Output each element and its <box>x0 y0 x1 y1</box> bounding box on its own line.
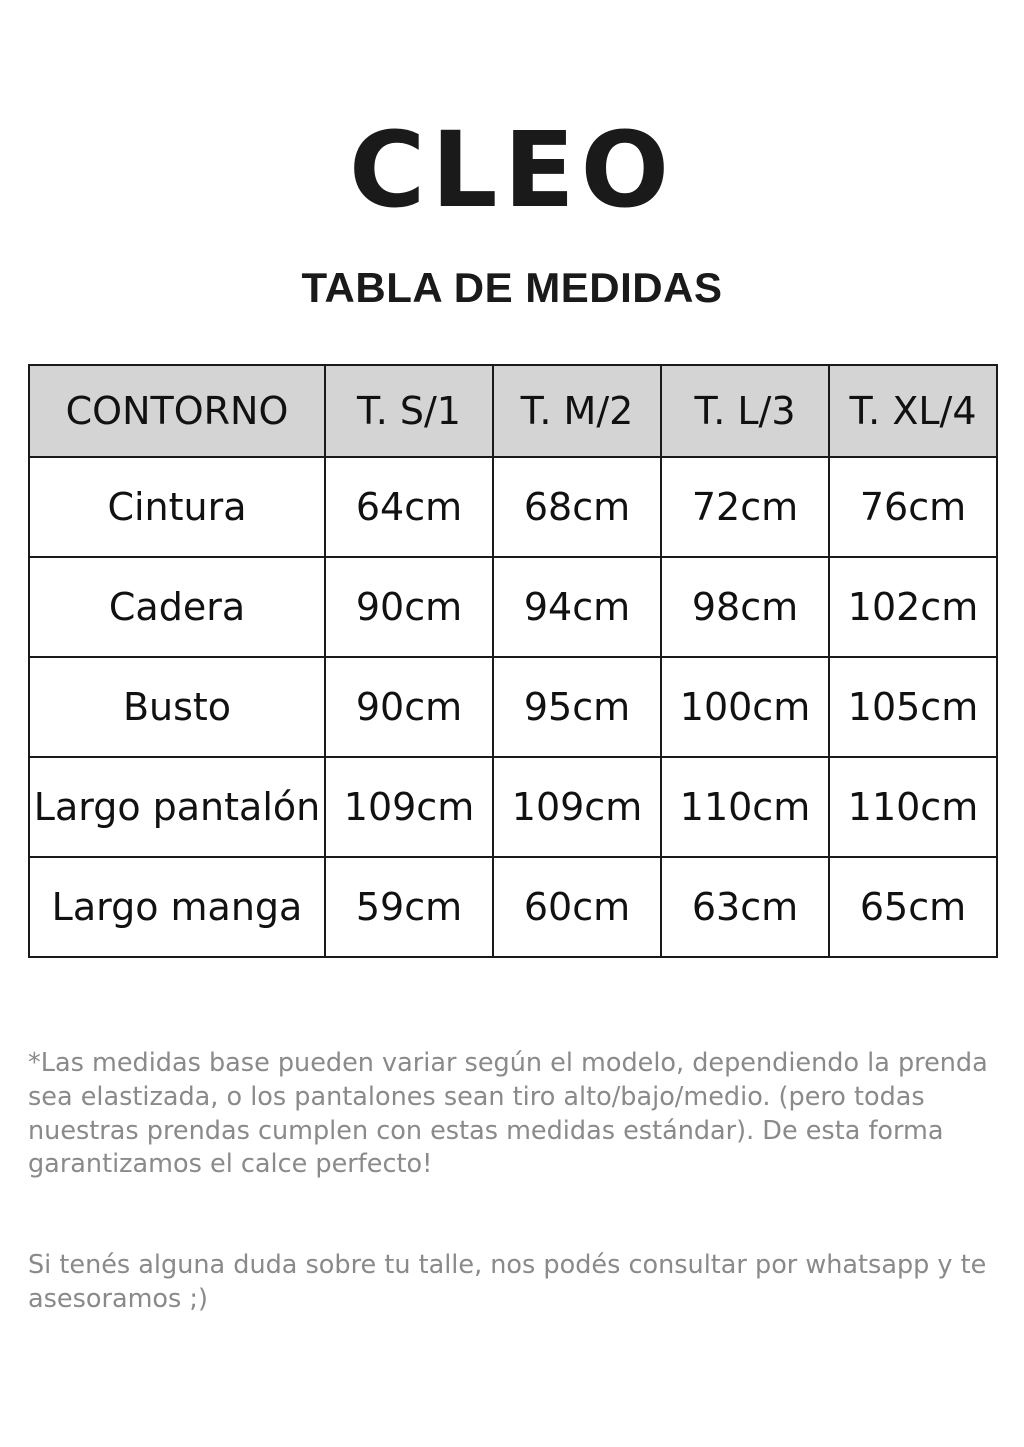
cell-value: 90cm <box>325 557 493 657</box>
cell-value: 64cm <box>325 457 493 557</box>
row-label: Busto <box>29 657 325 757</box>
size-measurements-table <box>28 364 998 958</box>
cell-value: 72cm <box>661 457 829 557</box>
cell-value: 100cm <box>661 657 829 757</box>
row-label: Cadera <box>29 557 325 657</box>
table-header-size-s: T. S/1 <box>325 365 493 457</box>
page-title: TABLA DE MEDIDAS <box>301 264 723 311</box>
cell-value: 95cm <box>493 657 661 757</box>
cell-value: 76cm <box>829 457 997 557</box>
table-row <box>29 857 997 957</box>
row-label: Cintura <box>29 457 325 557</box>
table-header-size-m: T. M/2 <box>493 365 661 457</box>
table-header-contorno: CONTORNO <box>29 365 325 457</box>
brand-title: CLEO <box>348 109 676 231</box>
table-header-size-xl: T. XL/4 <box>829 365 997 457</box>
cell-value: 59cm <box>325 857 493 957</box>
cell-value: 63cm <box>661 857 829 957</box>
cell-value: 109cm <box>325 757 493 857</box>
footnote-paragraph-1: *Las medidas base pueden variar según el modelo, dependiendo la prenda sea elastizada, o los pantalones sean tiro alto/bajo/medio. (pero todas nuestras prendas cumplen con estas medidas estándar). De esta forma garantizamos el calce perfecto! <box>28 1048 996 1180</box>
cell-value: 60cm <box>493 857 661 957</box>
table-row <box>29 757 997 857</box>
cell-value: 105cm <box>829 657 997 757</box>
cell-value: 68cm <box>493 457 661 557</box>
cell-value: 90cm <box>325 657 493 757</box>
row-label: Largo manga <box>29 857 325 957</box>
footnote <box>28 980 1008 1384</box>
cell-value: 65cm <box>829 857 997 957</box>
table-row <box>29 557 997 657</box>
table-row <box>29 457 997 557</box>
cell-value: 110cm <box>661 757 829 857</box>
table-header-row <box>29 365 997 457</box>
footnote-paragraph-2: Si tenés alguna duda sobre tu talle, nos podés consultar por whatsapp y te asesoramos ;) <box>28 1250 995 1314</box>
table-row <box>29 657 997 757</box>
cell-value: 98cm <box>661 557 829 657</box>
cell-value: 102cm <box>829 557 997 657</box>
row-label: Largo pantalón <box>29 757 325 857</box>
cell-value: 109cm <box>493 757 661 857</box>
cell-value: 110cm <box>829 757 997 857</box>
cell-value: 94cm <box>493 557 661 657</box>
table-header-size-l: T. L/3 <box>661 365 829 457</box>
